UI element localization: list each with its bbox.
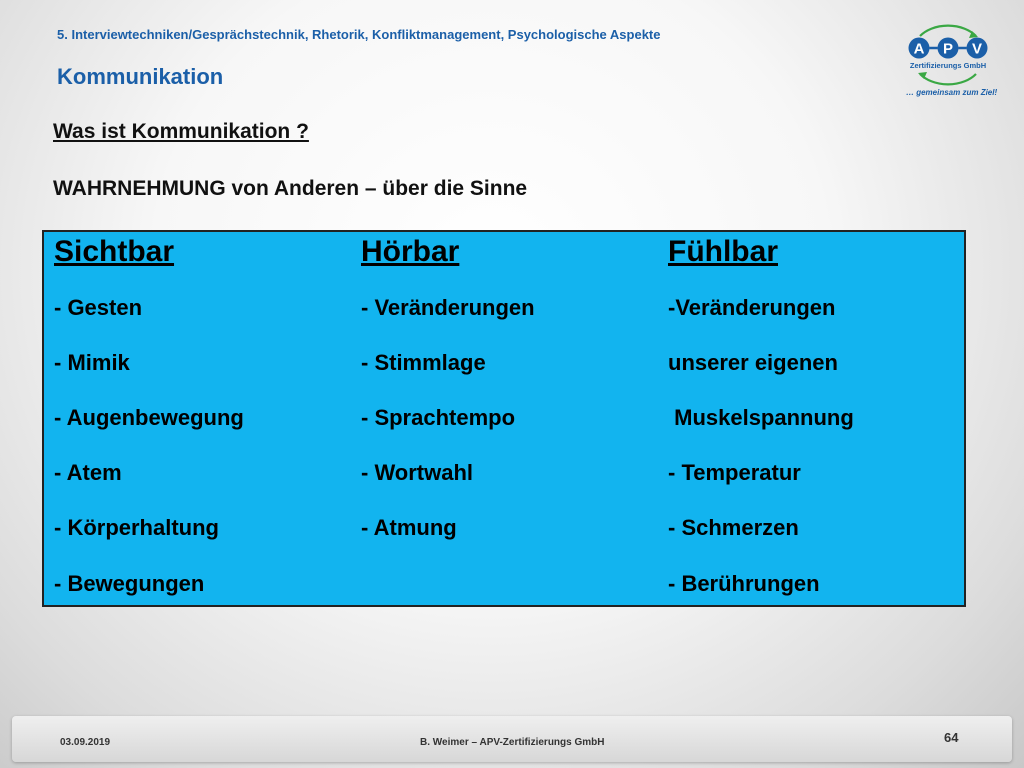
list-item: - Augenbewegung bbox=[54, 405, 244, 430]
perception-subheading: WAHRNEHMUNG von Anderen – über die Sinne bbox=[53, 177, 528, 200]
column-heading: Sichtbar bbox=[54, 235, 175, 268]
list-item: - Bewegungen bbox=[54, 571, 205, 596]
list-item: - Temperatur bbox=[668, 460, 801, 485]
list-item: - Berührungen bbox=[668, 571, 820, 596]
logo-tagline: … gemeinsam zum Ziel! bbox=[906, 88, 998, 97]
section-title: Kommunikation bbox=[57, 64, 224, 89]
list-item: Muskelspannung bbox=[668, 405, 854, 430]
page-number: 64 bbox=[944, 730, 959, 745]
logo-letter-p: P bbox=[942, 40, 954, 58]
footer-date: 03.09.2019 bbox=[60, 737, 111, 748]
footer-author: B. Weimer – APV-Zertifizierungs GmbH bbox=[420, 737, 605, 748]
logo-letter-v: V bbox=[971, 40, 983, 58]
list-item: - Stimmlage bbox=[361, 350, 486, 375]
list-item: - Atem bbox=[54, 460, 122, 485]
apv-letters bbox=[909, 38, 988, 59]
breadcrumb: 5. Interviewtechniken/Gesprächstechnik, Rhetorik, Konfliktmanagement, Psychologische Aspekte bbox=[57, 27, 661, 42]
list-item: - Mimik bbox=[54, 350, 130, 375]
list-item: - Gesten bbox=[54, 295, 143, 320]
list-item: unserer eigenen bbox=[668, 350, 838, 375]
logo-company-name: Zertifizierungs GmbH bbox=[909, 61, 987, 70]
senses-table bbox=[42, 230, 966, 607]
list-item: - Sprachtempo bbox=[361, 405, 516, 430]
list-item: - Veränderungen bbox=[361, 295, 535, 320]
list-item: - Schmerzen bbox=[668, 515, 799, 540]
list-item: -Veränderungen bbox=[668, 295, 836, 320]
column-heading: Hörbar bbox=[361, 235, 460, 268]
list-item: - Körperhaltung bbox=[54, 515, 219, 540]
list-item: - Wortwahl bbox=[361, 460, 474, 485]
list-item: - Atmung bbox=[361, 515, 457, 540]
question-heading: Was ist Kommunikation ? bbox=[53, 120, 309, 143]
column-heading: Fühlbar bbox=[668, 235, 778, 268]
logo-letter-a: A bbox=[913, 40, 925, 58]
